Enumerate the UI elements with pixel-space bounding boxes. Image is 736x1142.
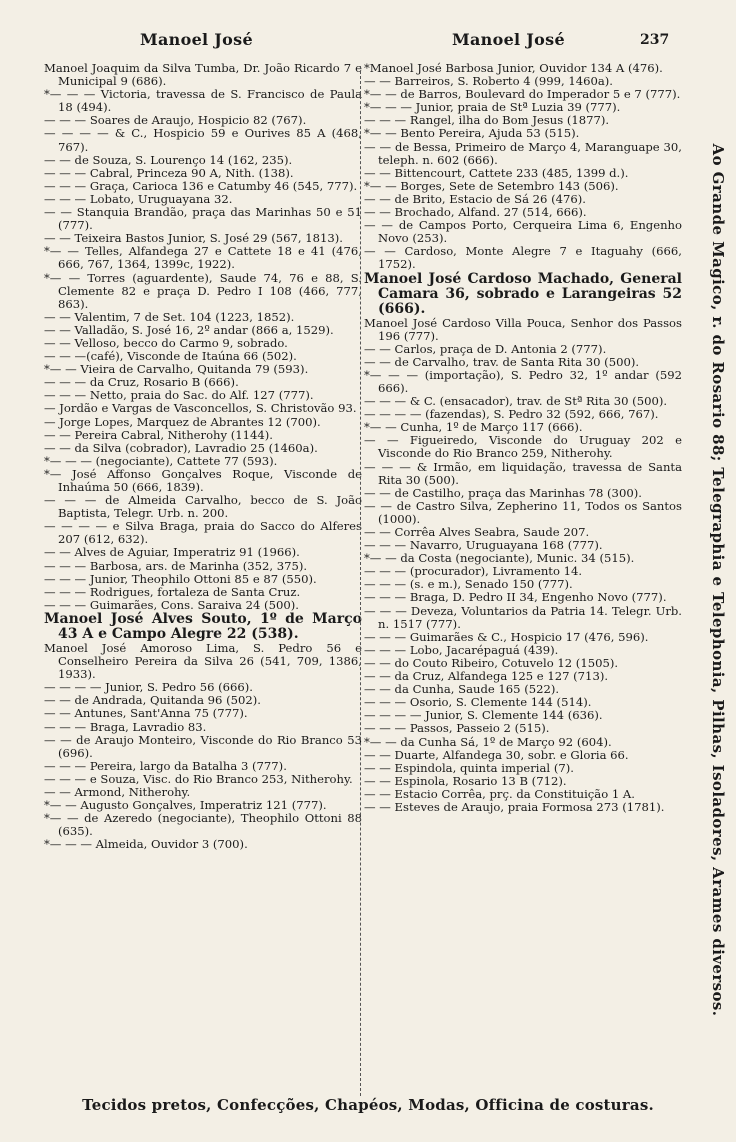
directory-entry: — — — & C. (ensacador), trav. de Stª Rita 30 (500). — [364, 394, 668, 409]
directory-entry: — — de Souza, S. Lourenço 14 (162, 235). — [44, 152, 293, 167]
directory-entry: — — da Cruz, Alfandega 125 e 127 (713). — [364, 669, 609, 684]
directory-entry: — — — Braga, Lavradio 83. — [44, 719, 207, 734]
directory-entry: *— — da Cunha Sá, 1º de Março 92 (604). — [364, 734, 612, 749]
directory-entry: *— — Vieira de Carvalho, Quitanda 79 (593). — [44, 362, 309, 377]
directory-entry: — — — Navarro, Uruguayana 168 (777). — [364, 538, 603, 553]
directory-entry: — — Carlos, praça de D. Antonia 2 (777). — [364, 341, 607, 356]
directory-entry: — — — e Souza, Visc. do Rio Branco 253, Nitherohy. — [44, 771, 353, 786]
directory-entry: — — — Deveza, Voluntarios da Patria 14. Telegr. Urb. n. 1517 (777). — [364, 603, 682, 631]
directory-entry: — — Armond, Nitherohy. — [44, 784, 191, 799]
directory-entry: Manoel José Alves Souto, 1º de Março 43 A e Campo Alegre 22 (538). — [44, 610, 362, 642]
directory-entry: — — — — (fazendas), S. Pedro 32 (592, 666, 767). — [364, 407, 659, 422]
directory-entry: — — — — e Silva Braga, praia do Sacco do Alferes 207 (612, 632). — [44, 519, 362, 547]
directory-entry: — — de Brito, Estacio de Sá 26 (476). — [364, 191, 586, 206]
directory-entry: — — — — Junior, S. Pedro 56 (666). — [44, 680, 253, 695]
directory-entry: — — de Castro Silva, Zepherino 11, Todos os Santos (1000). — [364, 498, 682, 526]
directory-entry: — — — Rodrigues, fortaleza de Santa Cruz. — [44, 584, 301, 599]
directory-entry: — — Valladão, S. José 16, 2º andar (866 a, 1529). — [44, 322, 334, 337]
directory-entry: Manoel José Amoroso Lima, S. Pedro 56 e Conselheiro Pereira da Silva 26 (541, 709, 1386, 1933). — [44, 640, 362, 682]
directory-entry: — — de Castilho, praça das Marinhas 78 (300). — [364, 485, 642, 500]
directory-entry: — — de Bessa, Primeiro de Março 4, Maranguape 30, teleph. n. 602 (666). — [364, 139, 682, 167]
directory-entry: *— — — Junior, praia de Stª Luzia 39 (777). — [364, 100, 621, 115]
directory-entry: — — — da Cruz, Rosario B (666). — [44, 375, 239, 390]
directory-entry: — — — Lobato, Uruguayana 32. — [44, 191, 233, 206]
directory-entry: — Jordão e Vargas de Vasconcellos, S. Christovão 93. — [44, 401, 357, 416]
directory-entry: *— — — Victoria, travessa de S. Francisco de Paula 18 (494). — [44, 87, 362, 115]
directory-entry: — — Esteves de Araujo, praia Formosa 273 (1781). — [364, 799, 665, 814]
directory-entry: — — de Andrada, Quitanda 96 (502). — [44, 693, 261, 708]
directory-entry: — — de Araujo Monteiro, Visconde do Rio Branco 53 (696). — [44, 732, 362, 760]
directory-entry: — — — Rangel, ilha do Bom Jesus (1877). — [364, 113, 610, 128]
directory-entry: — — Cardoso, Monte Alegre 7 e Itaguahy (666, 1752). — [364, 244, 682, 272]
directory-entry: *Manoel José Barbosa Junior, Ouvidor 134 A (476). — [364, 61, 663, 75]
directory-entry: — — do Couto Ribeiro, Cotuvelo 12 (1505). — [364, 655, 619, 670]
directory-entry: — — Pereira Cabral, Nitherohy (1144). — [44, 427, 273, 442]
directory-entry: *— — Bento Pereira, Ajuda 53 (515). — [364, 126, 580, 141]
directory-entry: — — — Graça, Carioca 136 e Catumby 46 (545, 777). — [44, 178, 358, 193]
directory-entry: — — — Lobo, Jacarépaguá (439). — [364, 642, 559, 657]
directory-entry: *— — Telles, Alfandega 27 e Cattete 18 e 41 (476, 666, 767, 1364, 1399c, 1922). — [44, 244, 362, 272]
header-left-name: Manoel José — [140, 30, 253, 49]
directory-entry: — — da Cunha, Saude 165 (522). — [364, 682, 560, 697]
directory-entry: — — — — & C., Hospicio 59 e Ourives 85 A (468, 767). — [44, 126, 362, 154]
directory-entry: — — —(café), Visconde de Itaúna 66 (502). — [44, 349, 297, 364]
directory-entry: — — — Netto, praia do Sac. do Alf. 127 (777). — [44, 388, 314, 403]
directory-entry: — — Valentim, 7 de Set. 104 (1223, 1852). — [44, 309, 295, 324]
directory-entry: — — — & Irmão, em liquidação, travessa de Santa Rita 30 (500). — [364, 459, 682, 487]
directory-entry: — — Antunes, Sant'Anna 75 (777). — [44, 706, 248, 721]
directory-entry: — Jorge Lopes, Marquez de Abrantes 12 (700). — [44, 414, 321, 429]
side-ad-text: Ao Grande Magico, r. do Rosario 88; Telegraphia e Telephonia, Pilhas, Isoladores, Arames diversos. — [709, 143, 727, 1017]
side-advertisement — [704, 70, 732, 1090]
directory-entry: *— — da Costa (negociante), Munic. 34 (515). — [364, 551, 635, 566]
directory-entry: — — — Passos, Passeio 2 (515). — [364, 721, 550, 736]
directory-entry: — — — Braga, D. Pedro II 34, Engenho Novo (777). — [364, 590, 667, 605]
directory-entry: *— — de Azeredo (negociante), Theophilo Ottoni 88 (635). — [44, 811, 362, 839]
directory-entry: — — Barreiros, S. Roberto 4 (999, 1460a). — [364, 74, 613, 89]
directory-entry: — — Teixeira Bastos Junior, S. José 29 (567, 1813). — [44, 231, 343, 246]
directory-entry: — — — Pereira, largo da Batalha 3 (777). — [44, 758, 287, 773]
directory-entry: *— — — (importação), S. Pedro 32, 1º andar (592 666). — [364, 367, 682, 395]
directory-entry: Manoel Joaquim da Silva Tumba, Dr. João Ricardo 7 e Municipal 9 (686). — [44, 61, 362, 89]
directory-entry: *— — Borges, Sete de Setembro 143 (506). — [364, 178, 619, 193]
directory-entry: — — Stanquia Brandão, praça das Marinhas 50 e 51 (777). — [44, 205, 362, 233]
directory-entry: — — — (procurador), Livramento 14. — [364, 564, 583, 579]
right-column — [364, 62, 682, 814]
column-divider — [360, 66, 361, 1096]
directory-entry: Manoel José Cardoso Villa Pouca, Senhor dos Passos 196 (777). — [364, 315, 682, 343]
directory-entry: — — — Junior, Theophilo Ottoni 85 e 87 (550). — [44, 571, 317, 586]
directory-entry: *— — Cunha, 1º de Março 117 (666). — [364, 420, 583, 435]
directory-entry: *— — Torres (aguardente), Saude 74, 76 e 88, S. Clemente 82 e praça D. Pedro I 108 (466, 777, 863). — [44, 270, 362, 311]
directory-entry: — — — Osorio, S. Clemente 144 (514). — [364, 695, 592, 710]
directory-entry: — — Espindola, quinta imperial (7). — [364, 760, 574, 775]
footer-advertisement: Tecidos pretos, Confecções, Chapéos, Modas, Officina de costuras. — [82, 1096, 654, 1114]
directory-entry: — — Figueiredo, Visconde do Uruguay 202 e Visconde do Rio Branco 259, Nitherohy. — [364, 433, 682, 461]
directory-entry: — — Corrêa Alves Seabra, Saude 207. — [364, 525, 590, 539]
directory-entry: *— — — Almeida, Ouvidor 3 (700). — [44, 837, 248, 852]
directory-entry: *— — — (negociante), Cattete 77 (593). — [44, 453, 278, 468]
page-header — [0, 30, 690, 52]
header-right-name: Manoel José — [452, 30, 565, 49]
directory-entry: — — Bittencourt, Cattete 233 (485, 1399 d.). — [364, 165, 629, 180]
directory-entry: — — Velloso, becco do Carmo 9, sobrado. — [44, 335, 288, 350]
directory-entry: — — Estacio Corrêa, prç. da Constituição 1 A. — [364, 786, 635, 801]
page-number: 237 — [640, 32, 670, 48]
directory-entry: — — — Soares de Araujo, Hospicio 82 (767). — [44, 113, 307, 128]
directory-entry: — — de Carvalho, trav. de Santa Rita 30 (500). — [364, 354, 640, 369]
directory-entry: — — de Campos Porto, Cerqueira Lima 6, Engenho Novo (253). — [364, 218, 682, 246]
directory-entry: — — — Cabral, Princeza 90 A, Nith. (138). — [44, 165, 294, 180]
directory-entry: — — — (s. e m.), Senado 150 (777). — [364, 577, 573, 592]
directory-entry: — — Alves de Aguiar, Imperatriz 91 (1966). — [44, 545, 300, 560]
directory-entry: — — — Guimarães & C., Hospicio 17 (476, 596). — [364, 629, 649, 644]
directory-entry: *— José Affonso Gonçalves Roque, Visconde de Inhaúma 50 (666, 1839). — [44, 466, 362, 494]
directory-entry: — — Duarte, Alfandega 30, sobr. e Gloria 66. — [364, 747, 629, 762]
directory-entry: — — — Guimarães, Cons. Saraiva 24 (500). — [44, 597, 299, 612]
left-column — [44, 62, 362, 851]
directory-entry: — — da Silva (cobrador), Lavradio 25 (1460a). — [44, 440, 318, 455]
directory-entry: — — — — Junior, S. Clemente 144 (636). — [364, 708, 603, 723]
directory-entry: *— — de Barros, Boulevard do Imperador 5 e 7 (777). — [364, 87, 681, 102]
directory-entry: Manoel José Cardoso Machado, General Camara 36, sobrado e Larangeiras 52 (666). — [364, 270, 682, 317]
directory-entry: *— — Augusto Gonçalves, Imperatriz 121 (777). — [44, 798, 327, 813]
directory-entry: — — Brochado, Alfand. 27 (514, 666). — [364, 205, 587, 220]
directory-entry: — — Espinola, Rosario 13 B (712). — [364, 773, 567, 788]
directory-entry: — — — Barbosa, ars. de Marinha (352, 375). — [44, 558, 308, 573]
directory-entry: — — — de Almeida Carvalho, becco de S. João Baptista, Telegr. Urb. n. 200. — [44, 493, 362, 521]
